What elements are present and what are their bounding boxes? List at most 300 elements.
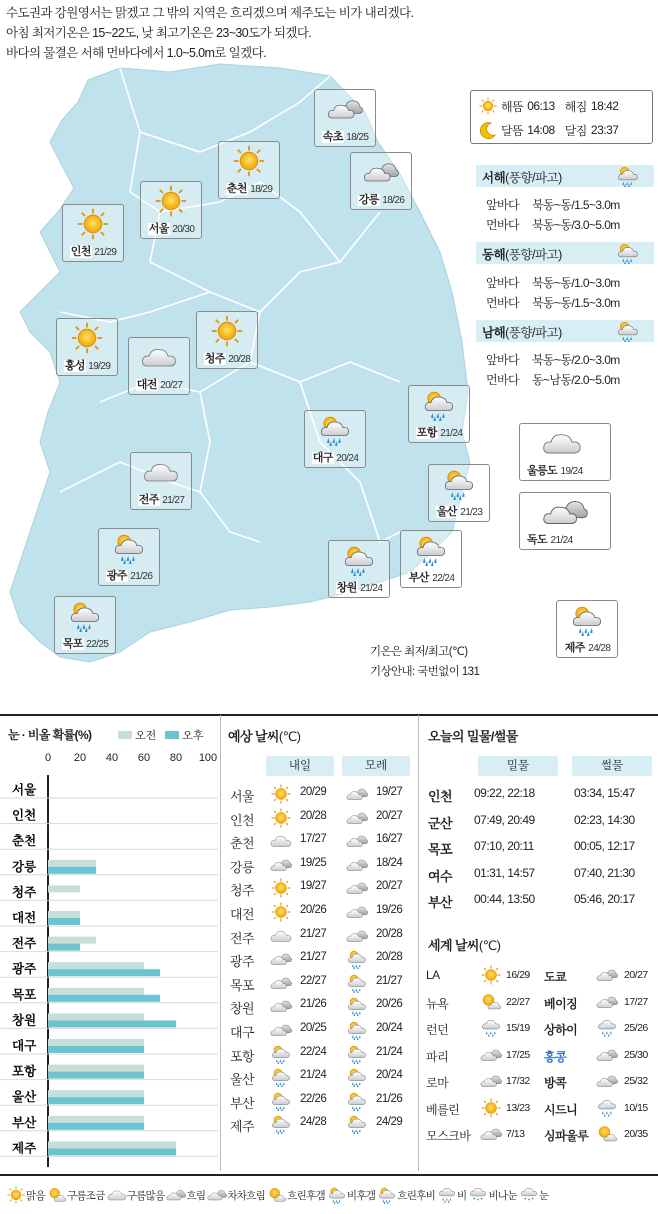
legend-item (519, 1186, 548, 1204)
bar-pm (48, 867, 96, 874)
island-name: 독도 (527, 534, 548, 546)
city-box (314, 89, 376, 147)
category-label: 포항 (12, 1064, 37, 1079)
tide-low: 02:23, 14:30 (574, 812, 635, 827)
legend-label: 비 (457, 1189, 467, 1202)
world-city: 베를린 (426, 1102, 460, 1117)
forecast-city: 서울 (230, 789, 255, 804)
forecast-temp-dayafter: 18/24 (376, 856, 403, 869)
city-box (54, 596, 116, 654)
legend-label: 비후갬 (346, 1189, 376, 1202)
sea-far-label: 먼바다 (486, 296, 519, 310)
legend-item (267, 1186, 325, 1204)
rain-chart-title: 눈 · 비올 확률(%) (8, 728, 92, 742)
world-city: 방콕 (544, 1076, 567, 1090)
island-name: 울릉도 (527, 465, 558, 477)
city-label (329, 579, 389, 595)
forecast-temp-dayafter: 20/26 (376, 998, 403, 1011)
city-name: 포항 (416, 427, 437, 439)
forecast-temp-dayafter: 20/24 (376, 1022, 403, 1034)
forecast-temp-dayafter: 19/26 (376, 904, 403, 916)
city-name: 울산 (436, 506, 457, 518)
world-city: 도쿄 (544, 970, 567, 984)
tide-city: 부산 (428, 895, 453, 910)
bar-pm (48, 1072, 144, 1079)
tide-col-high: 밀물 (478, 756, 558, 776)
city-box (428, 464, 490, 522)
category-label: 제주 (12, 1141, 37, 1156)
cloudy-rain-icon (421, 389, 457, 421)
rain-icon (480, 1018, 502, 1038)
cloudy-rain-icon (270, 1091, 292, 1111)
cloudy-rain-icon (341, 544, 377, 576)
sea-far-value: 북동~동/3.0~5.0m (532, 218, 620, 232)
sunny-icon (270, 878, 292, 898)
sleet-icon (468, 1186, 488, 1204)
bar-am (48, 1065, 144, 1072)
bar-am (48, 988, 144, 995)
tick-label: 0 (44, 752, 52, 764)
tide-low: 07:40, 21:30 (574, 865, 635, 880)
city-name: 대구 (312, 452, 333, 464)
cloudy-icon (166, 1186, 186, 1204)
cloudy-rain-icon (346, 996, 368, 1016)
legend-label: 흐림 (186, 1189, 206, 1202)
world-city: 런던 (426, 1023, 449, 1037)
forecast-temp-tomorrow: 17/27 (300, 833, 327, 846)
sea-near-label: 앞바다 (486, 198, 519, 212)
sunny-icon (480, 965, 502, 985)
forecast-temp-tomorrow: 20/26 (300, 904, 327, 916)
forecast-temp-dayafter: 20/27 (376, 809, 403, 822)
cloudy-rain-icon (377, 1186, 397, 1204)
world-city: 뉴욕 (426, 996, 449, 1011)
city-temp: 20/27 (160, 380, 183, 391)
city-label (131, 491, 191, 507)
bar-am (48, 1090, 144, 1097)
tick-label: 20 (73, 752, 87, 764)
city-name: 서울 (148, 223, 169, 235)
category-label: 대전 (12, 911, 37, 925)
city-name: 목포 (62, 638, 83, 650)
world-temp: 15/19 (506, 1022, 530, 1034)
forecast-temp-tomorrow: 21/24 (300, 1069, 327, 1082)
city-box (62, 204, 124, 262)
cloudy-icon (270, 855, 292, 875)
partly-cloudy-icon (596, 1124, 618, 1144)
world-temp: 25/30 (624, 1048, 648, 1061)
forecast-temp-dayafter: 20/27 (376, 880, 403, 893)
tick-label: 80 (169, 752, 183, 764)
info-note: 기상안내: 국번없이 131 (370, 666, 480, 678)
bar-am (48, 1141, 176, 1148)
tide-high: 00:44, 13:50 (474, 892, 535, 906)
category-label: 대구 (12, 1039, 37, 1053)
bar-am (48, 911, 80, 918)
city-box (140, 181, 202, 239)
moonrise-label: 달뜸 (501, 123, 524, 138)
cloudy-rain-icon (346, 1114, 368, 1134)
clearing-icon (207, 1186, 227, 1204)
cloudy-icon (346, 808, 368, 828)
city-box (400, 530, 462, 588)
city-name: 전주 (138, 494, 159, 506)
category-label: 부산 (12, 1115, 37, 1130)
bar-pm (48, 995, 160, 1002)
legend-item (437, 1186, 466, 1204)
tick-label: 40 (105, 752, 119, 764)
city-temp: 21/24 (440, 428, 463, 439)
city-name: 인천 (70, 246, 91, 258)
city-temp: 18/29 (250, 184, 273, 195)
forecast-temp-dayafter: 20/24 (376, 1069, 403, 1082)
city-name: 창원 (336, 582, 357, 594)
sunny-icon (479, 97, 497, 115)
forecast-temp-tomorrow: 20/29 (300, 786, 327, 798)
cloudy-clearing-icon (267, 1186, 287, 1204)
forecast-temp-tomorrow: 20/25 (300, 1022, 327, 1034)
cloudy-rain-icon (346, 1067, 368, 1087)
forecast-temp-dayafter: 16/27 (376, 833, 403, 846)
world-city: 홍콩 (544, 1049, 567, 1064)
world-city: 베이징 (544, 996, 578, 1011)
city-name: 춘천 (226, 183, 247, 195)
island-dokdo (519, 492, 611, 550)
bar-am (48, 860, 96, 867)
city-temp: 18/25 (346, 132, 369, 143)
world-temp: 17/27 (624, 995, 648, 1008)
legend-label: 맑음 (26, 1189, 45, 1202)
cloudy-rain-icon (413, 534, 449, 566)
cloudy-icon (270, 996, 292, 1016)
sea-near-value: 북동~동/2.0~3.0m (532, 353, 620, 367)
moonrise-time: 14:08 (527, 123, 555, 137)
category-label: 울산 (12, 1090, 37, 1105)
sunrise-label: 해뜸 (501, 99, 524, 114)
city-box (196, 311, 258, 369)
sunny-icon (69, 322, 105, 354)
summary-line: 아침 최저기온은 15~22도, 낮 최고기온은 23~30도가 되겠다. (6, 26, 312, 40)
city-label (315, 128, 375, 144)
sunny-icon (270, 902, 292, 922)
world-temp: 17/25 (506, 1048, 530, 1061)
city-box (128, 337, 190, 395)
column-divider (418, 715, 419, 1171)
tide-city: 목포 (428, 842, 453, 857)
cloudy-icon (270, 949, 292, 969)
city-name: 강릉 (358, 194, 379, 206)
world-temp: 10/15 (624, 1101, 648, 1114)
column-divider (220, 715, 221, 1171)
rain-clearing-icon (327, 1186, 347, 1204)
forecast-temp-tomorrow: 22/24 (300, 1045, 327, 1058)
city-label (401, 569, 461, 585)
tick-label: 100 (198, 752, 218, 764)
world-temp: 13/23 (506, 1101, 530, 1114)
tide-low: 05:46, 20:17 (574, 892, 635, 906)
forecast-city: 울산 (230, 1072, 255, 1088)
sea-near-label: 앞바다 (486, 353, 519, 367)
forecast-temp-dayafter: 20/28 (376, 951, 403, 964)
legend-item (377, 1186, 435, 1204)
cloudy-rain-icon (111, 532, 147, 564)
world-city: 로마 (426, 1076, 449, 1090)
bar-pm (48, 1097, 144, 1104)
legend-label: 눈 (538, 1189, 549, 1202)
city-temp: 21/24 (360, 583, 383, 594)
city-temp: 22/25 (86, 639, 109, 650)
city-temp: 19/29 (88, 361, 111, 372)
city-temp: 21/27 (162, 495, 185, 506)
forecast-title: 예상 날씨(℃) (228, 729, 301, 744)
city-box (304, 410, 366, 468)
forecast-temp-dayafter: 21/24 (376, 1045, 403, 1058)
forecast-city: 대전 (230, 907, 255, 922)
world-temp: 25/26 (624, 1022, 648, 1034)
cloud-icon (143, 456, 179, 488)
rain-chart (0, 775, 218, 1170)
city-name: 홍성 (64, 360, 85, 372)
forecast-city: 목포 (230, 977, 255, 993)
snow-icon (519, 1186, 539, 1204)
cloudy-icon (346, 902, 368, 922)
cloudy-icon (480, 1071, 502, 1091)
legend-label: 구름많음 (126, 1189, 165, 1202)
bar-pm (48, 918, 80, 925)
cloud-icon (270, 831, 292, 851)
cloudy-rain-icon (346, 949, 368, 969)
city-label (557, 639, 617, 655)
legend-item (207, 1186, 265, 1204)
forecast-temp-tomorrow: 24/28 (300, 1116, 327, 1129)
cloudy-icon (596, 1071, 618, 1091)
city-label (57, 357, 117, 373)
city-name: 대전 (136, 379, 157, 391)
legend-item (6, 1186, 45, 1204)
city-box (98, 528, 160, 586)
city-box (408, 385, 470, 443)
category-label: 인천 (12, 808, 37, 823)
forecast-city: 춘천 (230, 836, 255, 852)
city-temp: 20/24 (336, 453, 359, 464)
forecast-temp-tomorrow: 22/27 (300, 974, 327, 987)
world-city: LA (426, 968, 440, 982)
summary-line: 수도권과 강원영서는 맑겠고 그 밖의 지역은 흐리겠으며 제주도는 비가 내리겠다. (6, 6, 414, 20)
category-label: 춘천 (12, 834, 37, 849)
cloudy-rain-icon (270, 1067, 292, 1087)
bar-am (48, 1116, 144, 1123)
cloud-icon (542, 428, 582, 458)
city-temp: 21/29 (94, 247, 117, 258)
cloudy-icon (480, 1124, 502, 1144)
legend-pm: 오후 (182, 730, 204, 742)
cloud-icon (107, 1186, 127, 1204)
rain-icon (596, 1018, 618, 1038)
city-label (351, 191, 411, 207)
tide-high: 07:49, 20:49 (474, 812, 535, 827)
cloudy-icon (346, 855, 368, 875)
world-city: 시드니 (544, 1102, 578, 1117)
cloudy-rain-icon (614, 165, 642, 187)
tide-city: 여수 (428, 868, 453, 884)
sun-moon-box (470, 90, 653, 144)
cloudy-icon (542, 497, 588, 527)
city-name: 광주 (106, 570, 127, 582)
cloudy-icon (346, 784, 368, 804)
sea-far-label: 먼바다 (486, 218, 519, 232)
temp-note: 기온은 최저/최고(℃) (370, 646, 468, 658)
forecast-temp-tomorrow: 22/26 (300, 1092, 327, 1105)
city-box (556, 600, 618, 658)
cloudy-rain-icon (346, 1020, 368, 1040)
cloudy-rain-icon (614, 320, 642, 342)
legend-item (47, 1186, 105, 1204)
forecast-temp-tomorrow: 19/27 (300, 880, 327, 893)
cloudy-icon (346, 878, 368, 898)
forecast-temp-dayafter: 24/29 (376, 1116, 403, 1129)
bar-am (48, 885, 80, 892)
sunny-icon (209, 315, 245, 347)
forecast-summary (6, 3, 413, 63)
forecast-temp-tomorrow: 20/28 (300, 809, 327, 822)
category-label: 전주 (12, 936, 37, 951)
city-temp: 24/28 (588, 643, 611, 654)
city-box (130, 452, 192, 510)
city-name: 부산 (408, 572, 429, 584)
legend-swatch-am (118, 731, 132, 739)
category-label: 청주 (12, 885, 37, 900)
sea-near-label: 앞바다 (486, 276, 519, 290)
world-temp: 17/32 (506, 1075, 530, 1087)
cloudy-icon (596, 1045, 618, 1065)
cloudy-icon (346, 831, 368, 851)
city-label (99, 567, 159, 583)
forecast-temp-tomorrow: 19/25 (300, 856, 327, 869)
sunrise-time: 06:13 (527, 99, 555, 113)
forecast-city: 제주 (230, 1119, 255, 1135)
section-divider (0, 714, 658, 716)
sunny-icon (6, 1186, 26, 1204)
forecast-temp-dayafter: 20/28 (376, 927, 403, 940)
cloudy-icon (327, 93, 363, 125)
sea-far-value: 동~남동/2.0~5.0m (532, 373, 620, 387)
legend-item (166, 1186, 205, 1204)
sea-far-value: 북동~동/1.5~3.0m (532, 296, 620, 310)
cloudy-rain-icon (346, 973, 368, 993)
world-temp: 20/27 (624, 969, 648, 981)
tide-high: 07:10, 20:11 (474, 839, 534, 853)
summary-line: 바다의 물결은 서해 먼바다에서 1.0~5.0m로 일겠다. (6, 46, 266, 60)
city-label (219, 180, 279, 196)
city-box (218, 141, 280, 199)
sunny-icon (153, 185, 189, 217)
cloud-icon (270, 926, 292, 946)
forecast-city: 청주 (230, 883, 255, 899)
city-temp: 22/24 (432, 573, 455, 584)
legend-label: 비나눈 (488, 1189, 517, 1202)
city-label (63, 243, 123, 259)
city-label (141, 220, 201, 236)
bar-am (48, 1013, 144, 1020)
world-city: 싱파울루 (544, 1129, 589, 1143)
cloudy-rain-icon (270, 1044, 292, 1064)
legend-swatch-pm (165, 731, 179, 739)
forecast-city: 인천 (230, 812, 255, 828)
category-label: 광주 (12, 962, 37, 977)
category-label: 서울 (12, 783, 37, 797)
cloudy-icon (346, 926, 368, 946)
city-label (129, 376, 189, 392)
sunny-icon (270, 808, 292, 828)
sunny-icon (75, 208, 111, 240)
sea-near-value: 북동~동/1.0~3.0m (532, 276, 620, 290)
partly-cloudy-icon (47, 1186, 67, 1204)
world-city: 모스크바 (426, 1129, 471, 1143)
city-name: 청주 (204, 353, 225, 365)
world-temp: 20/35 (624, 1128, 648, 1140)
city-temp: 20/28 (228, 354, 251, 365)
forecast-city: 광주 (230, 954, 255, 970)
tide-high: 09:22, 22:18 (474, 786, 535, 800)
icon-legend (0, 1180, 658, 1210)
legend-label: 차차흐림 (227, 1189, 266, 1202)
world-city: 상하이 (544, 1023, 578, 1037)
category-label: 목포 (12, 987, 37, 1002)
bar-am (48, 937, 96, 944)
tick-label: 60 (137, 752, 151, 764)
bar-pm (48, 1020, 176, 1027)
bar-pm (48, 1046, 144, 1053)
rain-chart-legend (118, 727, 204, 743)
forecast-temp-tomorrow: 21/27 (300, 951, 327, 964)
forecast-city: 전주 (230, 930, 255, 946)
city-label (409, 424, 469, 440)
world-city: 파리 (426, 1049, 449, 1064)
city-temp: 21/23 (460, 507, 483, 518)
city-label (197, 350, 257, 366)
cloudy-rain-icon (346, 1091, 368, 1111)
forecast-temp-tomorrow: 21/27 (300, 927, 327, 940)
city-temp: 20/30 (172, 224, 195, 235)
city-label (55, 635, 115, 651)
sea-header-west: 서해(풍향/파고) (476, 165, 654, 187)
city-box (350, 152, 412, 210)
bar-pm (48, 969, 160, 976)
forecast-temp-dayafter: 19/27 (376, 786, 403, 798)
tide-col-low: 썰물 (572, 756, 652, 776)
cloudy-icon (596, 992, 618, 1012)
moonset-label: 달짐 (564, 123, 587, 138)
city-name: 속초 (322, 131, 343, 143)
legend-label: 흐린후갬 (287, 1189, 325, 1202)
forecast-city: 대구 (230, 1025, 255, 1040)
rain-icon (596, 1098, 618, 1118)
cloudy-icon (270, 1020, 292, 1040)
world-temp: 7/13 (506, 1128, 525, 1140)
city-box (328, 540, 390, 598)
bar-am (48, 962, 144, 969)
forecast-temp-tomorrow: 21/26 (300, 998, 327, 1011)
sea-header-east: 동해(풍향/파고) (476, 242, 654, 264)
bar-am (48, 1039, 144, 1046)
world-temp: 22/27 (506, 995, 530, 1008)
cloudy-rain-icon (67, 600, 103, 632)
tide-high: 01:31, 14:57 (474, 865, 535, 880)
cloudy-icon (363, 156, 399, 188)
city-label (305, 449, 365, 465)
sunny-icon (270, 784, 292, 804)
city-box (56, 318, 118, 376)
